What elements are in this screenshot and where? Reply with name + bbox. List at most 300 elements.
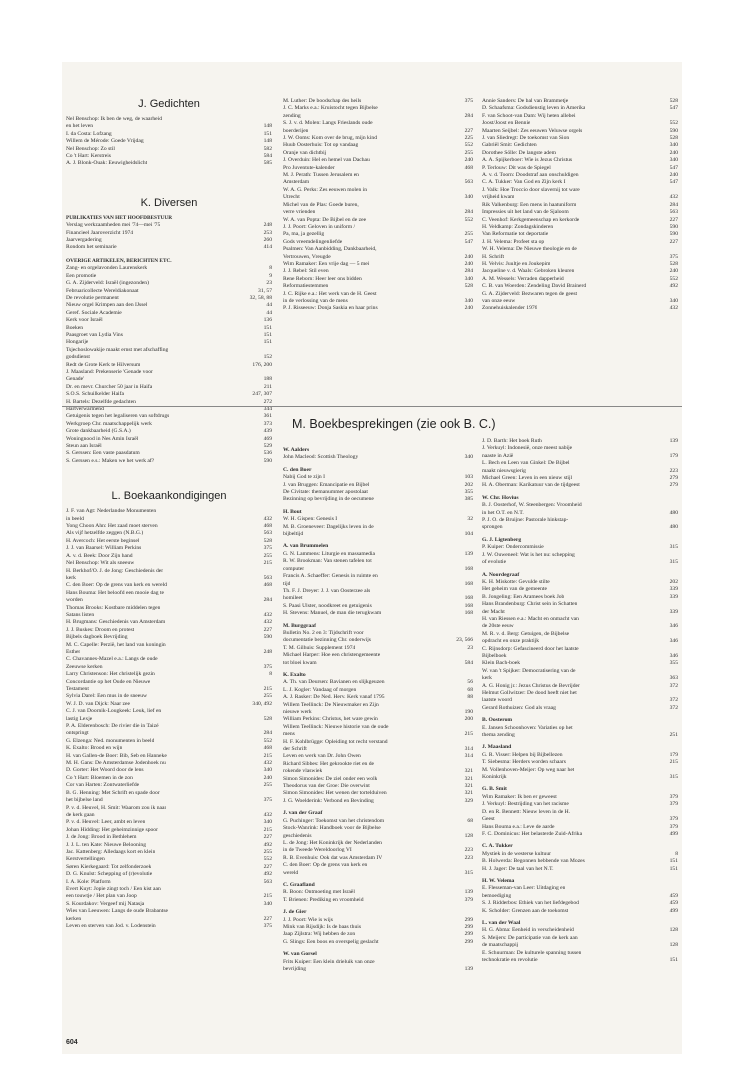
entry-title: Psalmen: Van Aanbidding, Dankbaarheid, — [283, 246, 377, 253]
index-entry — [482, 559, 678, 566]
entry-page: 227 — [263, 915, 272, 922]
entry-page — [469, 224, 473, 231]
index-entry — [283, 924, 473, 931]
entry-page — [674, 950, 678, 957]
entry-page: 372 — [669, 697, 678, 704]
entry-page — [674, 885, 678, 892]
index-entry — [66, 656, 272, 663]
index-entry — [66, 760, 272, 767]
index-entry — [66, 325, 272, 332]
entry-title: J. J. Poort: Wie is wijs — [283, 916, 333, 923]
index-entry — [66, 369, 272, 376]
index-entry — [66, 553, 272, 560]
index-entry — [482, 767, 678, 774]
entry-page: 432 — [669, 305, 678, 312]
entry-page: 340 — [464, 297, 473, 304]
index-entry — [482, 105, 678, 112]
entry-page: 547 — [669, 179, 678, 186]
entry-page: 179 — [669, 452, 678, 459]
index-entry — [283, 209, 473, 216]
entry-page: 8 — [675, 850, 678, 857]
entry-title: J. de Jong: Brood in Bethlehem — [66, 834, 137, 841]
entry-page: 240 — [669, 268, 678, 275]
entry-page: 379 — [669, 816, 678, 823]
index-entry — [66, 146, 272, 153]
entry-title: Nieuw orgel Krimpen aan den IJssel — [66, 302, 148, 309]
index-entry — [482, 276, 678, 283]
entry-title: Gabriël Smit: Gedichten — [482, 142, 537, 149]
index-entry — [283, 702, 473, 709]
index-entry — [482, 752, 678, 759]
index-entry — [283, 135, 473, 142]
entry-title: E. Schuurman: De kulturele spanning tussen — [482, 949, 582, 956]
entry-title: Leven en werk van Dr. John Owen — [283, 753, 361, 760]
index-entry — [66, 864, 272, 871]
index-entry — [283, 105, 473, 112]
index-entry — [66, 745, 272, 752]
index-entry — [66, 730, 272, 737]
entry-page: 279 — [669, 475, 678, 482]
entry-page: 215 — [263, 686, 272, 692]
reviewer-name: W. Aalders — [283, 447, 310, 453]
index-entry — [482, 908, 678, 915]
index-entry — [482, 824, 678, 831]
entry-title: Nel Benschop: Wit als sneeuw — [66, 560, 135, 567]
entry-title: G. Slings: Een boos en overspelig geslacht — [283, 938, 379, 945]
index-entry — [283, 716, 473, 723]
entry-title: rokende vlaswiek — [283, 768, 323, 775]
entry-page: 547 — [669, 164, 678, 171]
entry-title: H. G. Abma: Eenheid in verscheidenheid — [482, 927, 574, 934]
subheading-overige: OVERIGE ARTIKELEN, BERICHTEN ETC. — [66, 257, 172, 264]
entry-title: Rik Valkenburg: Een mens in haatuniform — [482, 201, 577, 208]
entry-page — [268, 723, 272, 730]
entry-title: P. Terlouw: Dit was de Spiegel — [482, 164, 551, 171]
entry-page: 375 — [464, 98, 473, 104]
reviewer-name: K. Exalto — [283, 671, 306, 678]
entry-page: 23 — [467, 644, 473, 651]
entry-page: 299 — [464, 931, 473, 938]
entry-page: 459 — [669, 900, 678, 907]
entry-title: Leven en sterven van Jod. v. Lodenstein — [66, 923, 156, 929]
entry-page: 255 — [263, 848, 272, 855]
entry-page: 151 — [263, 130, 272, 137]
entry-page — [674, 767, 678, 774]
entry-title: H. Berkhof/O. J. de Jong: Geschiedenis der — [66, 567, 164, 574]
index-entry — [482, 128, 678, 135]
entry-title: C. den Boer: Op de grens van kerk en wereld — [66, 582, 167, 589]
index-entry — [482, 586, 678, 593]
index-entry — [482, 950, 678, 957]
entry-title: Dorothee Sölle: De langste adem — [482, 149, 556, 156]
entry-title: Co 't Hart: Bloemen in de zon — [66, 774, 133, 781]
entry-title: Søren Kierkegaard: Tot zelfonderzoek — [66, 863, 152, 870]
index-entry — [283, 709, 473, 716]
entry-page: 188 — [263, 376, 272, 383]
index-entry — [66, 222, 272, 229]
entry-title: Yong Choon Ahn: Het zaad moet sterven — [66, 523, 158, 530]
entry-page: 468 — [263, 745, 272, 752]
index-entry — [482, 646, 678, 653]
entry-page: 32 — [467, 516, 473, 523]
page-number: 604 — [66, 1039, 78, 1046]
entry-page: 148 — [263, 123, 272, 130]
index-entry — [482, 544, 678, 551]
entry-title: J. J. van Baarsel: William Perkins — [66, 545, 142, 552]
index-entry — [283, 150, 473, 157]
index-entry — [66, 302, 272, 309]
entry-page: 8 — [269, 671, 272, 678]
index-entry — [482, 942, 678, 949]
index-entry — [482, 668, 678, 675]
entry-title: in het O.T. en N.T. — [482, 509, 524, 516]
entry-title: A. J. Blonk-Ouak: Eeuwigheidslicht — [66, 160, 148, 167]
entry-page: 44 — [266, 309, 272, 316]
entry-page — [469, 652, 473, 659]
entry-page: 492 — [263, 841, 272, 848]
index-entry — [66, 693, 272, 700]
index-entry — [283, 783, 473, 790]
entry-page: 340 — [464, 454, 473, 461]
index-entry — [482, 510, 678, 517]
entry-title: J. C. Marks e.a.: Kruistocht tegen Bijbelse — [283, 105, 378, 112]
entry-title: J. van Bruggen: Emancipatie en Bijbel — [283, 481, 370, 488]
index-entry — [66, 790, 272, 797]
index-entry — [482, 135, 678, 142]
index-entry — [66, 812, 272, 819]
entry-title: J. Maasland: Prekenserie 'Genade voor — [66, 368, 153, 375]
index-entry — [66, 265, 272, 272]
index-entry — [66, 384, 272, 391]
entry-title: Kerstvertellingen — [66, 856, 105, 863]
index-entry — [283, 855, 473, 862]
index-entry — [66, 376, 272, 383]
index-entry — [482, 579, 678, 586]
entry-page: 223 — [464, 854, 473, 861]
index-entry — [482, 298, 678, 305]
entry-page: 375 — [263, 797, 272, 804]
index-entry — [283, 862, 473, 869]
entry-page: 492 — [263, 871, 272, 878]
index-entry — [482, 794, 678, 801]
entry-page: 227 — [464, 127, 473, 134]
entry-title: Redt de Grote Kerk te Hilversum — [66, 361, 141, 368]
entry-page: 584 — [263, 153, 272, 160]
index-entry — [283, 524, 473, 531]
index-entry — [482, 261, 678, 268]
entry-title: Cor van Harten: Zontwaterliefde — [66, 782, 140, 789]
entry-title: A. v. d. Toorn: Doodstraf aan onschuldigen — [482, 172, 579, 179]
entry-title: E. Flesseman-van Leer: Uitdaging en — [482, 885, 566, 892]
entry-page: 151 — [669, 957, 678, 963]
entry-page: 547 — [669, 105, 678, 112]
entry-page: 499 — [669, 907, 678, 914]
index-entry — [66, 634, 272, 641]
reviewer-name: W. van Gorsel — [283, 951, 317, 958]
index-entry — [482, 653, 678, 660]
index-entry — [283, 194, 473, 201]
index-entry — [482, 858, 678, 865]
index-entry — [283, 305, 473, 312]
entry-page: 151 — [669, 858, 678, 865]
index-entry — [283, 217, 473, 224]
entry-title: tot bloei kwam — [283, 659, 317, 666]
entry-page: 346 — [669, 638, 678, 645]
index-entry — [283, 595, 473, 602]
entry-page: 139 — [669, 438, 678, 444]
entry-page — [674, 517, 678, 524]
entry-title: mens — [283, 731, 295, 738]
entry-page: 468 — [263, 523, 272, 530]
entry-page: 202 — [464, 481, 473, 488]
entry-title: Een promotie — [66, 272, 97, 279]
entry-title: J. C. Rijke e.a.: Het werk van de H. Geest — [283, 290, 377, 297]
index-entry — [283, 825, 473, 832]
index-entry — [66, 782, 272, 789]
index-entry — [66, 605, 272, 612]
entry-page — [469, 202, 473, 209]
entry-page: 168 — [464, 595, 473, 602]
entry-title: Satans listen — [66, 611, 95, 618]
index-entry — [66, 923, 272, 930]
reviewer-name: C. den Boer — [283, 466, 312, 473]
entry-page: 284 — [464, 112, 473, 119]
entry-page: 148 — [263, 138, 272, 145]
section-divider — [62, 406, 682, 407]
entry-title: John Macleod: Scottish Theology — [283, 454, 359, 461]
entry-page — [469, 739, 473, 746]
index-entry — [66, 280, 272, 287]
entry-page: 284 — [464, 209, 473, 216]
entry-page — [674, 935, 678, 942]
entry-page — [674, 809, 678, 816]
index-entry — [482, 816, 678, 823]
entry-title: worden — [66, 597, 83, 604]
entry-page — [268, 708, 272, 715]
entry-title: lastig Lexje — [66, 715, 93, 722]
entry-page: 314 — [464, 746, 473, 753]
entry-title: de kerk gaan — [66, 811, 95, 818]
entry-page: 255 — [263, 693, 272, 700]
entry-title: A. Th. van Deursen: Bavianen en slijkgeuzen — [283, 679, 385, 686]
index-entry — [283, 847, 473, 854]
index-entry — [482, 594, 678, 601]
entry-title: Joost/Joost en Bennie — [482, 120, 531, 127]
index-entry — [66, 649, 272, 656]
entry-page: 552 — [263, 856, 272, 863]
entry-title: Testament — [66, 686, 89, 692]
index-entry — [66, 421, 272, 428]
entry-page — [469, 702, 473, 709]
index-entry — [66, 545, 272, 552]
index-entry — [66, 908, 272, 915]
entry-title: Pa, ma, ja gezellig — [283, 231, 325, 238]
index-entry — [482, 482, 678, 489]
index-entry — [482, 453, 678, 460]
entry-page: 339 — [669, 593, 678, 600]
besprekingen-column-a — [283, 442, 473, 973]
entry-title: homileet — [283, 595, 303, 602]
entry-page: 240 — [669, 149, 678, 156]
entry-title: L. J. Kogler: Vandaag of morgen — [283, 686, 357, 693]
entry-title: Amsterdam — [283, 179, 310, 186]
index-entry — [283, 276, 473, 283]
index-entry — [482, 616, 678, 623]
index-entry — [283, 179, 473, 186]
index-entry — [482, 623, 678, 630]
index-entry — [283, 768, 473, 775]
entry-page: 284 — [263, 730, 272, 737]
entry-title: Het geheim van de gemeente — [482, 586, 547, 593]
entry-title: Als vijf hetzelfde zeggen (N.B.G.) — [66, 530, 144, 537]
entry-page: 340, 492 — [252, 700, 272, 707]
entry-page — [469, 524, 473, 531]
index-entry — [283, 761, 473, 768]
entry-title: Reformatiestemmen — [283, 283, 329, 290]
entry-page: 240 — [669, 172, 678, 179]
entry-title: Co 't Hart: Kerstreis — [66, 153, 111, 160]
entry-page — [268, 805, 272, 812]
entry-page: 432 — [263, 760, 272, 767]
index-entry — [482, 305, 678, 312]
entry-title: E. Jansen Schoonhoven: Variaties op het — [482, 724, 573, 731]
entry-page: 284 — [263, 597, 272, 604]
entry-title: W. A. van Popta: De Bijbel en de zee — [283, 216, 367, 223]
entry-title: D. Gorter: Het Woord door de lens — [66, 767, 144, 774]
entry-title: M. R. v. d. Berg: Getuigen, de Bijbelse — [482, 630, 570, 637]
entry-title: S. J. Ridderbos: Ethiek van het liefdegebod — [482, 900, 579, 907]
entry-page — [469, 558, 473, 565]
index-entry — [66, 582, 272, 589]
entry-page: 284 — [464, 268, 473, 275]
index-entry — [482, 809, 678, 816]
entry-title: Getuigenis tegen het legaliseren van softdrugs — [66, 413, 170, 420]
entry-title: Th. F. J. Dreyer: J. J. van Oosterzee als — [283, 587, 371, 594]
index-entry — [66, 317, 272, 324]
index-entry — [283, 291, 473, 298]
entry-title: K. Scholder: Grenzen aan de toekomst — [482, 907, 569, 914]
entry-title: Wim Ramaker: Een vrije dag — 5 mei — [283, 260, 370, 267]
index-entry — [283, 558, 473, 565]
entry-page: 255 — [263, 552, 272, 559]
index-entry — [482, 705, 678, 712]
entry-title: C. J. van Doornik-Lougkeek: Leuk, lief en — [66, 708, 162, 715]
entry-title: T. Siebesma: Herders worden schaars — [482, 759, 566, 766]
entry-page: 379 — [669, 801, 678, 808]
entry-title: Financieel Jaaroverzicht 1974 — [66, 229, 134, 236]
entry-title: technokratie en revolutie — [482, 957, 538, 963]
entry-page: 151 — [263, 339, 272, 346]
index-entry — [283, 98, 473, 105]
entry-title: Esther — [66, 648, 81, 655]
index-entry — [66, 560, 272, 567]
index-entry — [66, 428, 272, 435]
index-entry — [66, 797, 272, 804]
entry-title: I. da Costa: Lofzang — [66, 130, 112, 137]
entry-title: Bijbels dagboek Bevrijding — [66, 634, 128, 641]
index-entry — [482, 725, 678, 732]
entry-page — [674, 460, 678, 467]
entry-page: 373 — [263, 420, 272, 427]
index-entry — [482, 120, 678, 127]
index-entry — [66, 916, 272, 923]
entry-page: 339 — [669, 586, 678, 593]
index-entry — [66, 597, 272, 604]
entry-title: M. C. Capelle: Perzië, het land van koningin — [66, 641, 166, 648]
entry-page: 355 — [669, 660, 678, 667]
reviewer-name: M. Burggraaf — [283, 622, 316, 629]
entry-page: 223 — [669, 467, 678, 474]
entry-page: 32, 58, 88 — [249, 294, 272, 301]
entry-title: Hans Bouma e.a.: Leve de aarde — [482, 823, 555, 830]
entry-title: Verslag werkzaamheden mei '74—mei '75 — [66, 222, 161, 229]
entry-title: Simon Simonides: Het wenen der tortelduiven — [283, 790, 387, 797]
entry-page — [469, 825, 473, 832]
index-entry — [66, 568, 272, 575]
entry-page: 339 — [669, 608, 678, 615]
entry-title: M. Vollenhoven-Meijer: Op weg naar het — [482, 766, 575, 773]
index-entry — [283, 551, 473, 558]
index-entry — [283, 939, 473, 946]
index-entry — [283, 202, 473, 209]
reviewer-name: A. van Brummelen — [283, 543, 329, 550]
entry-page: 136 — [263, 317, 272, 324]
entry-page: 240 — [464, 253, 473, 260]
entry-page — [268, 347, 272, 354]
entry-page — [469, 105, 473, 112]
entry-title: Willem Teellinck: Nieuwe historie van de oude — [283, 723, 389, 730]
index-entry — [283, 482, 473, 489]
entry-page — [469, 959, 473, 966]
entry-title: Huub Oosterhuis: Tot op vandaag — [283, 142, 359, 149]
index-entry — [66, 901, 272, 908]
index-entry — [482, 98, 678, 105]
entry-title: Thomas Brooks: Kostbare middelen tegen — [66, 604, 161, 611]
entry-title: J. F. van Agt: Nederlandse Monumenten — [66, 508, 157, 515]
entry-page: 103 — [464, 474, 473, 481]
entry-page — [674, 601, 678, 608]
entry-title: J. G. Woelderink: Verbond en Bevinding — [283, 797, 374, 804]
entry-page: 179 — [669, 751, 678, 758]
entry-title: H. Bartels: Dezelfde gedachten — [66, 398, 136, 405]
index-entry — [482, 231, 678, 238]
reviewer-name: J. Maasland — [482, 744, 512, 751]
index-entry — [66, 450, 272, 457]
entry-title: der Schrift — [283, 746, 307, 753]
index-entry — [482, 502, 678, 509]
entry-title: Bulletin No. 2 en 3: Tijdschrift voor — [283, 629, 364, 636]
entry-title: laatste woord — [482, 697, 512, 704]
index-entry — [66, 116, 272, 123]
entry-title: B. G. Henning: Met Schrift en spade door — [66, 789, 160, 796]
entry-title: Hartverwarmend — [66, 406, 104, 412]
index-entry — [482, 732, 678, 739]
entry-page: 227 — [669, 216, 678, 223]
entry-page — [674, 690, 678, 697]
entry-title: K. Exalto: Brood en wijn — [66, 745, 123, 752]
entry-page: 432 — [669, 194, 678, 201]
index-entry — [283, 298, 473, 305]
entry-page — [268, 116, 272, 123]
entry-title: Larry Christenson: Het christelijk gezin — [66, 671, 155, 678]
entry-title: Zonnehuiskalender 1976 — [482, 305, 538, 312]
entry-title: H. Brugmans: Geschiedenis van Amsterdam — [66, 619, 166, 626]
index-entry — [66, 123, 272, 130]
column-middle — [283, 98, 473, 313]
entry-page: 584 — [464, 659, 473, 666]
entry-page: 190 — [464, 709, 473, 715]
column-left — [66, 94, 272, 930]
